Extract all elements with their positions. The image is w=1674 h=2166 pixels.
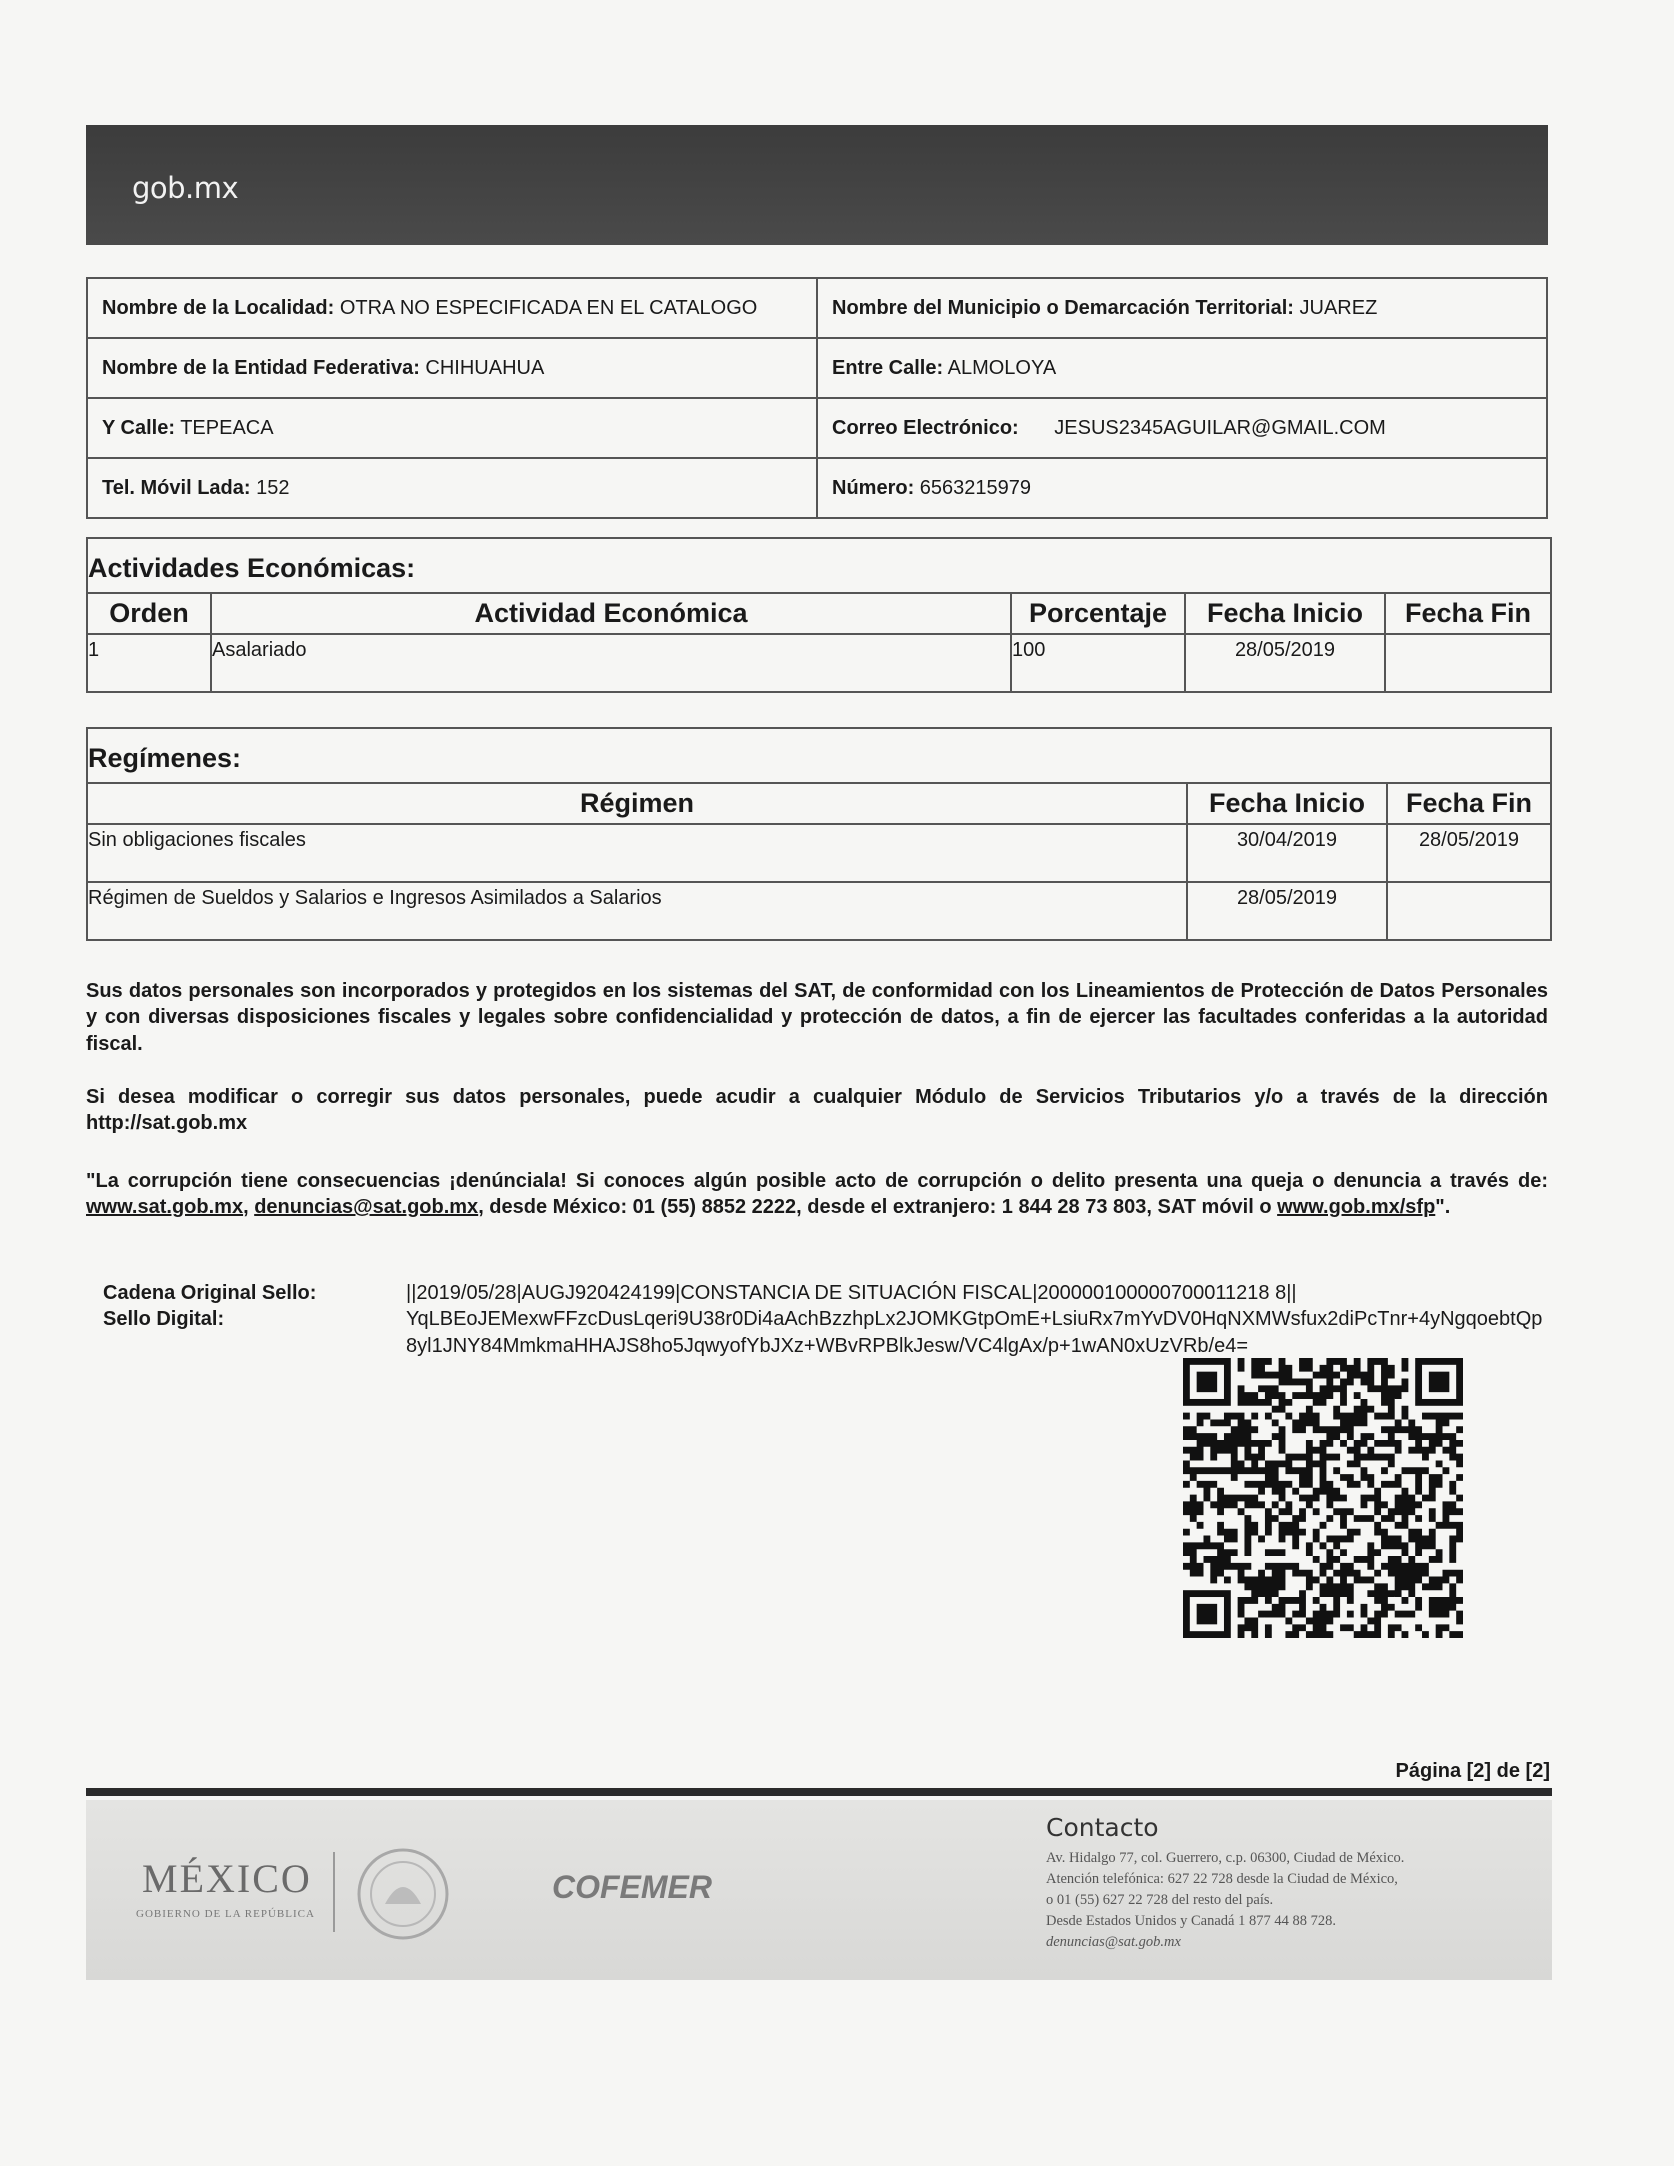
localidad-value: OTRA NO ESPECIFICADA EN EL CATALOGO xyxy=(339,296,758,319)
regimenes-section xyxy=(86,727,1552,941)
y-calle-value: TEPEACA xyxy=(180,416,274,439)
col-fecha-inicio: Fecha Inicio xyxy=(1185,594,1385,634)
tel-cell xyxy=(87,458,817,518)
footer-divider xyxy=(86,1788,1552,1796)
cadena-label: Cadena Original Sello: xyxy=(103,1282,317,1304)
regimenes-table xyxy=(88,784,1550,939)
sfp-link[interactable]: www.gob.mx/sfp xyxy=(1277,1196,1436,1219)
numero-label: Número: xyxy=(832,476,915,499)
col-actividad: Actividad Económica xyxy=(211,594,1011,634)
col-orden: Orden xyxy=(88,594,211,634)
gobierno-republica-text: GOBIERNO DE LA REPÚBLICA xyxy=(136,1908,315,1920)
cell-orden: 1 xyxy=(88,634,211,691)
mexico-logo: MÉXICO xyxy=(142,1856,312,1901)
y-calle-cell xyxy=(87,398,817,458)
municipio-label: Nombre del Municipio o Demarcación Territorial: xyxy=(832,296,1294,319)
correo-cell xyxy=(817,398,1547,458)
header-bar xyxy=(86,125,1548,245)
regimenes-title: Regímenes: xyxy=(88,729,1550,784)
cell-actividad: Asalariado xyxy=(211,634,1011,691)
cell-fecha-fin xyxy=(1387,882,1550,939)
entre-calle-label: Entre Calle: xyxy=(832,356,944,379)
tel-value: 152 xyxy=(256,476,290,499)
cell-fecha-fin xyxy=(1385,634,1550,691)
page-indicator: Página [2] de [2] xyxy=(1395,1760,1550,1782)
localidad-label: Nombre de la Localidad: xyxy=(102,296,335,319)
entidad-label: Nombre de la Entidad Federativa: xyxy=(102,356,420,379)
entre-calle-cell xyxy=(817,338,1547,398)
qr-code-icon xyxy=(1183,1358,1463,1638)
col-fecha-fin: Fecha Fin xyxy=(1385,594,1550,634)
numero-cell xyxy=(817,458,1547,518)
localidad-cell xyxy=(87,278,817,338)
corruption-text-a: "La corrupción tiene consecuencias ¡denúnciala! Si conoces algún posible acto de corrupción o delito presenta una queja o denuncia a través de: xyxy=(86,1170,1548,1192)
cell-fecha-inicio: 28/05/2019 xyxy=(1185,634,1385,691)
table-row xyxy=(88,634,1550,691)
correo-label: Correo Electrónico: xyxy=(832,416,1019,439)
contacto-phone-usa: Desde Estados Unidos y Canadá 1 877 44 88 728. xyxy=(1046,1912,1336,1929)
col-fecha-inicio: Fecha Inicio xyxy=(1187,784,1387,824)
correo-value: JESUS2345AGUILAR@GMAIL.COM xyxy=(1054,416,1386,439)
cell-regimen: Régimen de Sueldos y Salarios e Ingresos Asimilados a Salarios xyxy=(88,882,1187,939)
footer-logo-divider xyxy=(333,1852,335,1932)
corruption-text-b: , desde México: 01 (55) 8852 2222, desde el extranjero: 1 844 28 73 803, SAT móvil o xyxy=(478,1196,1272,1219)
municipio-cell xyxy=(817,278,1547,338)
comma: , xyxy=(243,1196,249,1219)
table-row xyxy=(88,824,1550,882)
actividades-section xyxy=(86,537,1552,693)
cofemer-text: COFEMER xyxy=(552,1869,712,1905)
contacto-phone-national: o 01 (55) 627 22 728 del resto del país. xyxy=(1046,1891,1274,1908)
entre-calle-value: ALMOLOYA xyxy=(947,356,1057,379)
municipio-value: JUAREZ xyxy=(1299,296,1378,319)
cell-fecha-fin: 28/05/2019 xyxy=(1387,824,1550,882)
cell-porcentaje: 100 xyxy=(1011,634,1185,691)
col-fecha-fin: Fecha Fin xyxy=(1387,784,1550,824)
sat-link[interactable]: www.sat.gob.mx xyxy=(86,1196,244,1219)
cell-fecha-inicio: 30/04/2019 xyxy=(1187,824,1387,882)
modify-data-notice: Si desea modificar o corregir sus datos personales, puede acudir a cualquier Módulo de Servicios Tributarios y/o a través de la dirección http://sat.gob.mx xyxy=(86,1086,1548,1135)
entidad-value: CHIHUAHUA xyxy=(425,356,545,379)
table-row xyxy=(88,882,1550,939)
contacto-title: Contacto xyxy=(1046,1813,1159,1842)
corruption-notice xyxy=(86,1168,1548,1221)
actividades-table xyxy=(88,594,1550,691)
contacto-phone-cdmx: Atención telefónica: 627 22 728 desde la Ciudad de México, xyxy=(1046,1870,1398,1887)
col-regimen: Régimen xyxy=(88,784,1187,824)
col-porcentaje: Porcentaje xyxy=(1011,594,1185,634)
cadena-value: ||2019/05/28|AUGJ920424199|CONSTANCIA DE SITUACIÓN FISCAL|200000100000700011218 8|| xyxy=(406,1282,1297,1304)
cell-regimen: Sin obligaciones fiscales xyxy=(88,824,1187,882)
entidad-cell xyxy=(87,338,817,398)
y-calle-label: Y Calle: xyxy=(102,416,175,439)
sello-labels xyxy=(103,1280,316,1333)
cofemer-logo xyxy=(548,1860,712,1920)
numero-value: 6563215979 xyxy=(919,476,1032,499)
cell-fecha-inicio: 28/05/2019 xyxy=(1187,882,1387,939)
privacy-notice: Sus datos personales son incorporados y protegidos en los sistemas del SAT, de conformidad con los Lineamientos de Protección de Datos Personales y con diversas disposiciones fiscales y legales sobre confidencialidad y protección de datos, a fin de ejercer las facultades conferidas a la autoridad fiscal. xyxy=(86,980,1548,1055)
contacto-email: denuncias@sat.gob.mx xyxy=(1046,1933,1181,1950)
address-info-table xyxy=(86,277,1548,519)
sello-digital-label: Sello Digital: xyxy=(103,1308,225,1331)
actividades-title: Actividades Económicas: xyxy=(88,539,1550,594)
contacto-address: Av. Hidalgo 77, col. Guerrero, c.p. 06300, Ciudad de México. xyxy=(1046,1850,1405,1866)
gob-mx-logo: gob.mx xyxy=(132,171,239,205)
corruption-end: ". xyxy=(1435,1196,1451,1219)
national-seal-icon xyxy=(355,1846,451,1942)
denuncias-email-link[interactable]: denuncias@sat.gob.mx xyxy=(254,1196,479,1219)
tel-label: Tel. Móvil Lada: xyxy=(102,476,251,499)
sello-values xyxy=(406,1280,1548,1359)
contacto-lines xyxy=(1046,1848,1404,1952)
sello-digital-value: YqLBEoJEMexwFFzcDusLqeri9U38r0Di4aAchBzzhpLx2JOMKGtpOmE+LsiuRx7mYvDV0HqNXMWsfux2diPcTnr+4yNgqoebtQp8yl1JNY84MmkmaHHAJS8ho5JqwyofYbJXz+WBvRPBlkJesw/VC4lgAx/p+1wAN0xUzVRb/e4= xyxy=(406,1308,1543,1357)
